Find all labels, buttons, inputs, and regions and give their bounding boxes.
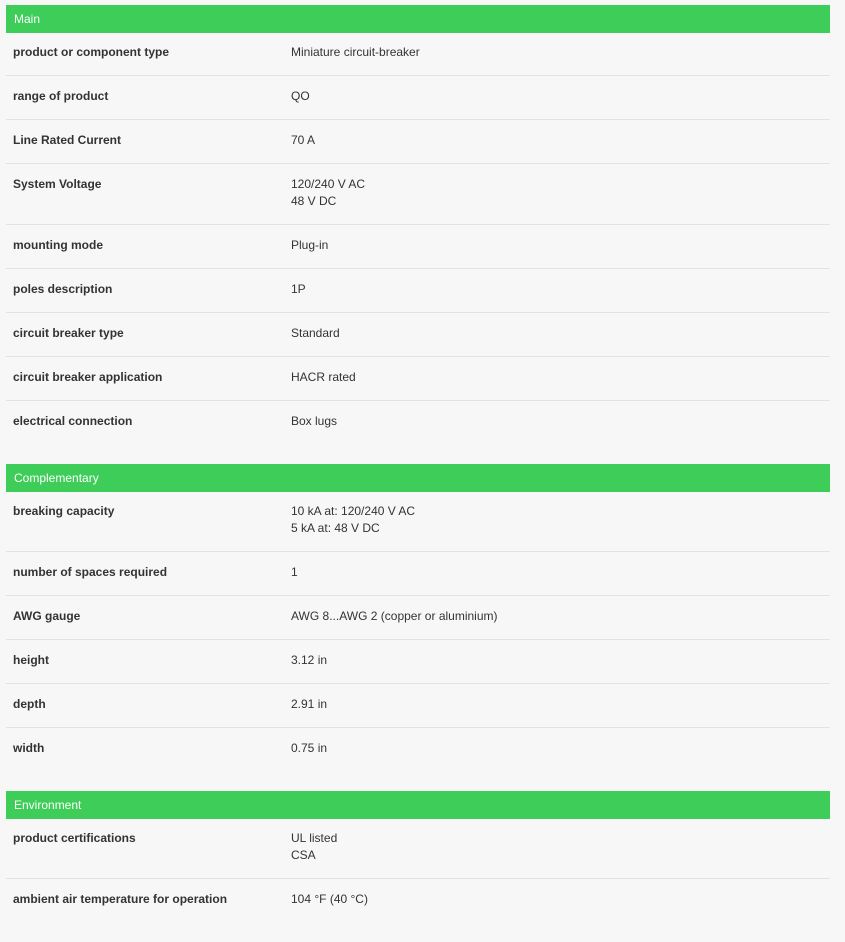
spec-label: range of product: [13, 89, 109, 103]
spec-value: [291, 281, 830, 298]
spec-value-line: 0.75 in: [291, 741, 328, 755]
spec-value-line: 5 kA at: 48 V DC: [291, 521, 380, 535]
spec-value: [291, 696, 830, 713]
spec-value: [291, 503, 830, 537]
spec-row: [6, 164, 830, 225]
spec-label: product certifications: [13, 831, 136, 845]
section-complementary: [6, 464, 830, 771]
spec-row: [6, 596, 830, 640]
spec-row: [6, 552, 830, 596]
spec-value: [291, 891, 830, 908]
section-environment: [6, 791, 830, 922]
spec-value-line: UL listed: [291, 831, 338, 845]
spec-row: [6, 819, 830, 879]
spec-row: [6, 76, 830, 120]
spec-row: [6, 225, 830, 269]
spec-row: [6, 357, 830, 401]
spec-value-line: CSA: [291, 848, 316, 862]
spec-value-line: 48 V DC: [291, 194, 337, 208]
spec-value-line: 104 °F (40 °C): [291, 892, 368, 906]
section-header: Complementary: [6, 464, 830, 492]
spec-value-line: 70 A: [291, 133, 316, 147]
section-main: [6, 5, 830, 444]
spec-row: [6, 313, 830, 357]
spec-label: number of spaces required: [13, 565, 168, 579]
spec-value: [291, 413, 830, 430]
spec-row: [6, 879, 830, 922]
spec-value-line: Standard: [291, 326, 340, 340]
spec-label: depth: [13, 697, 46, 711]
spec-value-line: 1P: [291, 282, 306, 296]
spec-label: height: [13, 653, 49, 667]
specification-table: [6, 5, 830, 942]
spec-label: System Voltage: [13, 177, 102, 191]
spec-value-line: 3.12 in: [291, 653, 328, 667]
spec-label: product or component type: [13, 45, 169, 59]
spec-value: [291, 132, 830, 149]
spec-row: [6, 728, 830, 771]
spec-label: AWG gauge: [13, 609, 81, 623]
spec-value-line: HACR rated: [291, 370, 356, 384]
spec-row: [6, 492, 830, 552]
spec-value: [291, 176, 830, 210]
spec-value: [291, 652, 830, 669]
spec-label: breaking capacity: [13, 504, 115, 518]
spec-row: [6, 401, 830, 444]
spec-label: electrical connection: [13, 414, 133, 428]
spec-value-line: 10 kA at: 120/240 V AC: [291, 504, 416, 518]
spec-row: [6, 269, 830, 313]
spec-value: [291, 237, 830, 254]
spec-value-line: QO: [291, 89, 310, 103]
spec-value-line: 2.91 in: [291, 697, 328, 711]
spec-label: circuit breaker type: [13, 326, 124, 340]
spec-label: poles description: [13, 282, 113, 296]
spec-label: ambient air temperature for operation: [13, 892, 228, 906]
spec-value-line: Plug-in: [291, 238, 329, 252]
spec-value-line: Miniature circuit-breaker: [291, 45, 420, 59]
spec-row: [6, 640, 830, 684]
spec-value: [291, 88, 830, 105]
spec-label: mounting mode: [13, 238, 103, 252]
spec-row: [6, 33, 830, 76]
spec-value-line: 120/240 V AC: [291, 177, 366, 191]
spec-value: [291, 564, 830, 581]
spec-value-line: AWG 8...AWG 2 (copper or aluminium): [291, 609, 498, 623]
spec-label: width: [13, 741, 45, 755]
spec-row: [6, 120, 830, 164]
spec-value: [291, 44, 830, 61]
spec-value-line: Box lugs: [291, 414, 338, 428]
section-header: Environment: [6, 791, 830, 819]
spec-value: [291, 325, 830, 342]
spec-value-line: 1: [291, 565, 298, 579]
spec-label: circuit breaker application: [13, 370, 163, 384]
spec-value: [291, 369, 830, 386]
section-header: Main: [6, 5, 830, 33]
spec-row: [6, 684, 830, 728]
spec-label: Line Rated Current: [13, 133, 122, 147]
spec-value: [291, 740, 830, 757]
spec-value: [291, 608, 830, 625]
spec-value: [291, 830, 830, 864]
